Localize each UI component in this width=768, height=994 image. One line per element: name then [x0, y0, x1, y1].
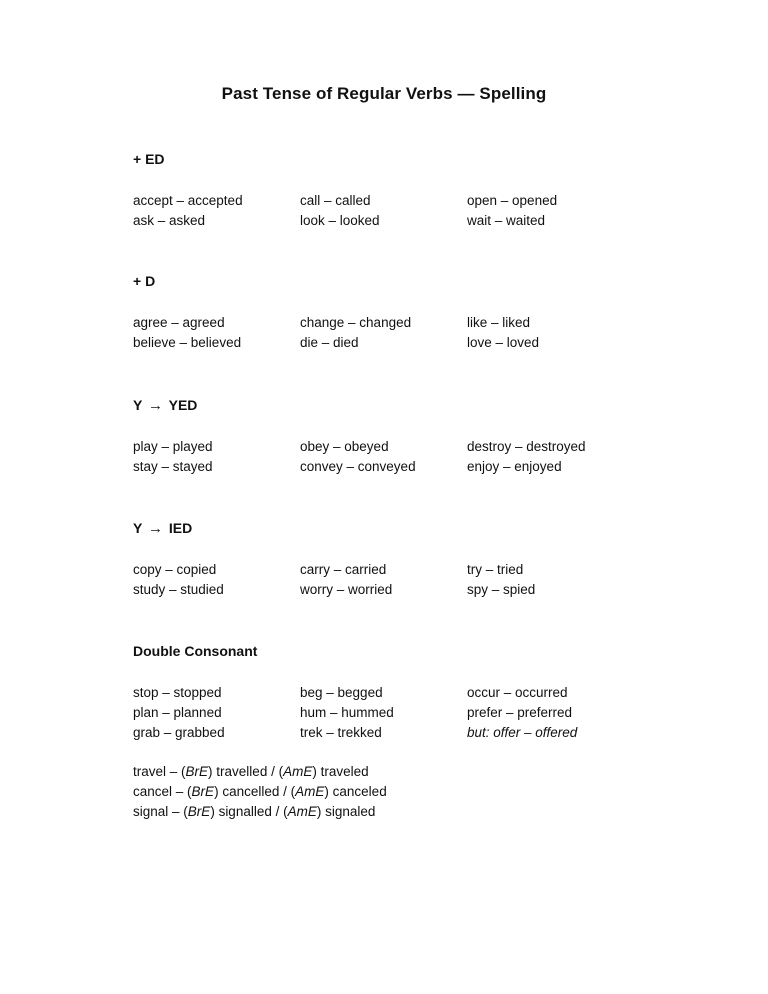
- verb-pair: grab – grabbed: [133, 725, 225, 740]
- table-row: [0, 213, 768, 233]
- verb-pair: call – called: [300, 193, 371, 208]
- table-row: [0, 725, 768, 745]
- verb-pair: look – looked: [300, 213, 380, 228]
- verb-pair: believe – believed: [133, 335, 242, 350]
- verb-pair: stay – stayed: [133, 459, 213, 474]
- section-heading-yed: [133, 397, 197, 414]
- variant-ame-label: AmE: [283, 764, 313, 779]
- verb-pair: ask – asked: [133, 213, 206, 228]
- variant-bre-form: signalled: [218, 804, 272, 819]
- verb-pair: change – changed: [300, 315, 412, 330]
- section-heading-d: + D: [133, 273, 156, 289]
- spelling-variant-row: cancel – (BrE) cancelled / (AmE) canceled: [133, 784, 387, 799]
- verb-pair: destroy – destroyed: [467, 439, 586, 454]
- table-row: [0, 439, 768, 459]
- section-heading-ied: [133, 520, 192, 537]
- spelling-variant-row: signal – (BrE) signalled / (AmE) signaled: [133, 804, 376, 819]
- arrow-right-icon: →: [147, 520, 163, 537]
- verb-pair: obey – obeyed: [300, 439, 389, 454]
- variant-separator: /: [275, 804, 280, 819]
- verb-pair: beg – begged: [300, 685, 383, 700]
- variant-separator: /: [271, 764, 275, 779]
- variant-bre-form: cancelled: [222, 784, 280, 799]
- variant-bre-label: BrE: [185, 764, 209, 779]
- variant-ame-label: AmE: [295, 784, 325, 799]
- variant-bre-label: BrE: [187, 804, 211, 819]
- variant-bre-form: travelled: [216, 764, 268, 779]
- section-heading-double-consonant: Double Consonant: [133, 643, 258, 659]
- variant-ame-label: AmE: [287, 804, 317, 819]
- table-row: [0, 562, 768, 582]
- heading-left: Y: [133, 397, 143, 413]
- arrow-right-icon: →: [147, 397, 163, 414]
- variant-base: travel –: [133, 764, 178, 779]
- verb-pair: occur – occurred: [467, 685, 568, 700]
- verb-pair: wait – waited: [467, 213, 546, 228]
- verb-pair: stop – stopped: [133, 685, 222, 700]
- verb-pair: agree – agreed: [133, 315, 225, 330]
- verb-pair: carry – carried: [300, 562, 387, 577]
- verb-pair: plan – planned: [133, 705, 222, 720]
- section-heading-ed: + ED: [133, 151, 165, 167]
- table-row: [0, 685, 768, 705]
- verb-pair: love – loved: [467, 335, 540, 350]
- table-row: [0, 582, 768, 602]
- table-row: [0, 705, 768, 725]
- verb-pair: enjoy – enjoyed: [467, 459, 562, 474]
- heading-left: Y: [133, 520, 143, 536]
- variant-base: cancel –: [133, 784, 184, 799]
- page-title: Past Tense of Regular Verbs — Spelling: [221, 84, 547, 103]
- table-row: [0, 459, 768, 479]
- verb-pair: like – liked: [467, 315, 531, 330]
- verb-pair: try – tried: [467, 562, 524, 577]
- verb-pair: die – died: [300, 335, 359, 350]
- verb-pair: spy – spied: [467, 582, 536, 597]
- variant-ame-form: canceled: [332, 784, 387, 799]
- variant-ame-form: signaled: [325, 804, 376, 819]
- verb-pair: prefer – preferred: [467, 705, 573, 720]
- exception-note: but: offer – offered: [467, 725, 578, 740]
- verb-pair: accept – accepted: [133, 193, 243, 208]
- heading-right: YED: [168, 397, 198, 413]
- variant-ame-form: traveled: [320, 764, 369, 779]
- verb-pair: copy – copied: [133, 562, 217, 577]
- table-row: [0, 193, 768, 213]
- heading-right: IED: [168, 520, 193, 536]
- spelling-variant-row: travel – (BrE) travelled / (AmE) traveled: [133, 764, 369, 779]
- table-row: [0, 315, 768, 335]
- variant-bre-label: BrE: [191, 784, 215, 799]
- verb-pair: worry – worried: [300, 582, 393, 597]
- table-row: [0, 335, 768, 355]
- variant-separator: /: [283, 784, 287, 799]
- verb-pair: open – opened: [467, 193, 558, 208]
- verb-pair: convey – conveyed: [300, 459, 416, 474]
- variant-base: signal –: [133, 804, 180, 819]
- verb-pair: trek – trekked: [300, 725, 382, 740]
- verb-pair: hum – hummed: [300, 705, 394, 720]
- verb-pair: study – studied: [133, 582, 224, 597]
- verb-pair: play – played: [133, 439, 213, 454]
